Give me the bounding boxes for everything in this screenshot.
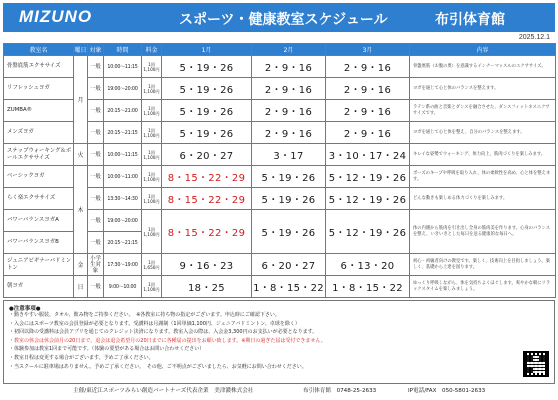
fee-cell: 1回 1,100円 (142, 100, 162, 122)
table-header-row (4, 44, 556, 56)
fee-cell: 1回 1,100円 (142, 144, 162, 166)
table-row (4, 166, 556, 188)
class-name: バワーバランスヨガA (4, 210, 74, 232)
jan-dates: 9・16・23 (162, 254, 252, 276)
brand-logo: MIZUNO (19, 7, 93, 26)
content-cell: ヨガを通じて心と体のバランスを整えます。 (410, 78, 556, 100)
col-fee: 料金 (142, 44, 162, 56)
feb-dates: 5・19・26 (252, 188, 326, 210)
target-cell: 小学生対象 (88, 254, 104, 276)
jan-dates: 5・19・26 (162, 78, 252, 100)
notes-title: ●注意事項● (9, 306, 41, 312)
time-cell: 10:00～11:00 (104, 166, 142, 188)
col-time: 時間 (104, 44, 142, 56)
table-row (4, 276, 556, 298)
feb-dates: 5・19・26 (252, 210, 326, 254)
organizer-text: 主催/東近江スポーツみらい創造パートナーズ代表企業 美津濃株式会社 (73, 388, 254, 394)
class-name: リフレッシュヨガ (4, 78, 74, 100)
day-cell: 月 (74, 56, 88, 144)
jan-dates: 8・15・22・29 (162, 210, 252, 254)
note-item: ・初回以降の受講料は会員アプリを通じてのクレジット決済になります。教室入会の際は、入会金3,300円のお支払いが必要となります。 (9, 329, 318, 336)
fee-cell: 1回 1,100円 (142, 188, 162, 210)
feb-dates: 5・19・26 (252, 166, 326, 188)
footer (3, 385, 555, 397)
target-cell: 一般 (88, 210, 104, 232)
time-cell: 13:30～14:30 (104, 188, 142, 210)
time-cell: 10:00～11:15 (104, 56, 142, 78)
class-name: ベーシックヨガ (4, 166, 74, 188)
feb-dates: 2・9・16 (252, 56, 326, 78)
target-cell: 一般 (88, 232, 104, 254)
time-cell: 20:15～21:00 (104, 100, 142, 122)
jan-dates: 18・25 (162, 276, 252, 298)
fee-cell: 1回 1,100円 (142, 210, 162, 254)
fee-cell: 1回 1,650円 (142, 254, 162, 276)
mar-dates: 2・9・16 (326, 56, 410, 78)
mar-dates: 3・10・17・24 (326, 144, 410, 166)
time-cell: 10:00～11:15 (104, 144, 142, 166)
qr-code-icon[interactable] (523, 351, 549, 377)
target-cell: 一般 (88, 100, 104, 122)
note-item: ・体験参加は教室1回まで可能です。（体験の要望がある場合はお問い合わせください） (9, 346, 205, 353)
note-item: ・教室日程は変更する場合がございます。予めご了承ください。 (9, 354, 154, 361)
day-cell: 金 (74, 254, 88, 276)
table-row (4, 254, 556, 276)
content-cell: どんな動きも楽しめる体力づくりを楽しみます。 (410, 188, 556, 210)
target-cell: 一般 (88, 56, 104, 78)
col-mar: 3月 (326, 44, 410, 56)
table-row (4, 56, 556, 78)
page-title: スポーツ・健康教室スケジュール (179, 12, 388, 28)
class-name: ステップウォーキング＆ボールエクササイズ (4, 144, 74, 166)
class-name: ジュニアビギナーバドミントン (4, 254, 74, 276)
content-cell: ゆっくり呼吸しながら、体を気持ちよくほぐします。爽やかな朝にリラックスタイムを楽しみましょう。 (410, 276, 556, 298)
time-cell: 19:00～20:00 (104, 78, 142, 100)
day-cell: 火 (74, 144, 88, 166)
class-name: メンズヨガ (4, 122, 74, 144)
mar-dates: 1・8・15・22 (326, 276, 410, 298)
jan-dates: 6・20・27 (162, 144, 252, 166)
venue-name: 布引体育館 (435, 12, 505, 28)
note-item: ・動きやすい服装、タオル、飲み物をご持参ください。 ※各教室に持ち物の指定がございます。申込時にご確認下さい。 (9, 312, 280, 318)
feb-dates: 2・9・16 (252, 78, 326, 100)
fee-cell: 1回 1,100円 (142, 166, 162, 188)
content-cell: 初心・初級者向けの教室です。楽しく、技術向上を目指しましょう。楽しく、基礎から上達を図ります。 (410, 254, 556, 276)
issue-date: 2025.12.1 (518, 34, 550, 41)
class-name: ZUMBA® (4, 100, 74, 122)
target-cell: 一般 (88, 122, 104, 144)
fee-cell: 1回 1,100円 (142, 78, 162, 100)
target-cell: 一般 (88, 144, 104, 166)
content-cell: ポーズのキープや呼吸を取り入れ、体の柔軟性を高め、心と体を整えます。 (410, 166, 556, 188)
feb-dates: 3・17 (252, 144, 326, 166)
content-cell: ヨガを通じて心と体を整え、自分のバランスを整えます。 (410, 122, 556, 144)
jan-dates: 5・19・26 (162, 56, 252, 78)
mar-dates: 6・13・20 (326, 254, 410, 276)
contact-fax: IP電話/FAX 050-5801-2633 (408, 388, 486, 394)
col-feb: 2月 (252, 44, 326, 56)
feb-dates: 2・9・16 (252, 100, 326, 122)
time-cell: 9:00～10:00 (104, 276, 142, 298)
mar-dates: 2・9・16 (326, 100, 410, 122)
class-name: 朝ヨガ (4, 276, 74, 298)
venue-phone: 布引体育館 0748-25-2633 (303, 388, 377, 394)
content-cell: 骨盤底筋（お腹の奥）を意識するインナーマッスルのエクササイズ。 (410, 56, 556, 78)
target-cell: 一般 (88, 78, 104, 100)
jan-dates: 8・15・22・29 (162, 166, 252, 188)
day-cell: 日 (74, 276, 88, 298)
notes-list (9, 311, 519, 371)
header-banner (3, 3, 555, 32)
time-cell: 17:30～19:00 (104, 254, 142, 276)
time-cell: 19:00～20:00 (104, 210, 142, 232)
target-cell: 一般 (88, 276, 104, 298)
target-cell: 一般 (88, 188, 104, 210)
jan-dates: 5・19・26 (162, 122, 252, 144)
col-jan: 1月 (162, 44, 252, 56)
class-name: らく楽エクササイズ (4, 188, 74, 210)
fee-cell: 1回 1,100円 (142, 56, 162, 78)
time-cell: 20:15～21:15 (104, 232, 142, 254)
fee-cell: 1回 1,100円 (142, 122, 162, 144)
class-name: 骨盤底筋エクササイズ (4, 56, 74, 78)
col-target: 対象 (88, 44, 104, 56)
table-row (4, 144, 556, 166)
content-cell: キレイな姿勢でウォーキング、体力向上、筋肉づくりを楽しみます。 (410, 144, 556, 166)
fee-cell: 1回 1,100円 (142, 276, 162, 298)
jan-dates: 8・15・22・29 (162, 188, 252, 210)
mar-dates: 2・9・16 (326, 78, 410, 100)
target-cell: 一般 (88, 166, 104, 188)
feb-dates: 6・20・27 (252, 254, 326, 276)
feb-dates: 2・9・16 (252, 122, 326, 144)
note-item: ・入会にはスポーツ教室の会員登録が必要となります。受講料は月謝制（1回単価1,100円、ジュニアバドミントン、卓球を除く） (9, 320, 300, 327)
time-cell: 20:15～21:15 (104, 122, 142, 144)
mar-dates: 5・12・19・26 (326, 188, 410, 210)
content-cell: 体の内側から筋肉を引き出し全身の筋肉美を作ります。心身のバランスを整え、いきいきとした毎日を送る健康的な毎日へ。 (410, 210, 556, 254)
col-day: 曜日 (74, 44, 88, 56)
col-class: 教室名 (4, 44, 74, 56)
feb-dates: 1・8・15・22 (252, 276, 326, 298)
day-cell: 木 (74, 166, 88, 254)
note-item: ・教室の休会は休会前月の20日まで、退会は退会希望月の20日までに各種届の提出をお願い致します。※期日の過ぎた届は受付できません。 (9, 337, 326, 344)
col-content: 内容 (410, 44, 556, 56)
note-item: ・当スクールに駐車場はありません。予めご了承ください。 その他、ご不明点がございましたら、お気軽にお問い合わせください。 (9, 363, 307, 370)
mar-dates: 5・12・19・26 (326, 166, 410, 188)
mar-dates: 2・9・16 (326, 122, 410, 144)
content-cell: ラテン系の曲と音楽とダンスを融合させた、ダンスフィットネスエクササイズです。 (410, 100, 556, 122)
schedule-table (3, 43, 556, 298)
mar-dates: 5・12・19・26 (326, 210, 410, 254)
notes-box (3, 300, 555, 384)
jan-dates: 5・19・26 (162, 100, 252, 122)
class-name: バワーバランスヨガB (4, 232, 74, 254)
